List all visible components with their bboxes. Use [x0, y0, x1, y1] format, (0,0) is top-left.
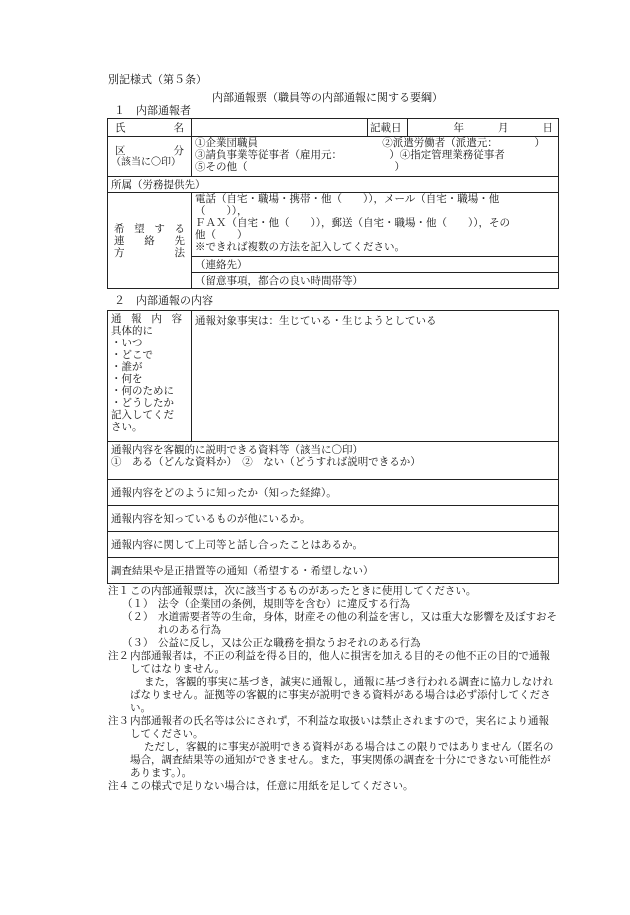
form-title: 内部通報票（職員等の内部通報に関する要綱）	[212, 91, 443, 104]
contact-address[interactable]: （連絡先）	[192, 257, 559, 273]
notification-field[interactable]: 調査結果や是正措置等の通知（希望する・希望しない）	[108, 558, 559, 584]
category-option-1[interactable]: ①企業団職員	[195, 137, 258, 149]
note-1-item-2: （２） 水道需要者等の生命，身体，財産その他の利益を害し，又は重大な影響を及ぼすおそれのある行為	[122, 611, 557, 636]
form-reference: 別記様式（第５条）	[108, 73, 207, 86]
date-field[interactable]: 年 月 日	[408, 119, 559, 137]
affiliation-row	[108, 177, 559, 193]
contact-notes[interactable]: （留意事項，都合の良い時間帯等）	[192, 273, 559, 289]
category-option-2[interactable]: ②派遣労働者（派遣元： ）	[382, 137, 545, 149]
contact-label: 希 望 す る 連 絡 先 方 法	[108, 193, 192, 289]
name-row	[108, 119, 559, 137]
consulted-field[interactable]: 通報内容に関して上司等と話し合ったことはあるか。	[108, 532, 559, 558]
contact-method-row	[108, 193, 559, 257]
report-fact-status: 通報対象事実は：生じている・生じようとしている	[195, 315, 437, 327]
notification-row	[108, 558, 559, 584]
how-known-row	[108, 480, 559, 506]
note-2-continued: また，客観的事実に基づき，誠実に通報し，通報に基づき行われる調査に協力しなければなりません。証拠等の客観的に事実が説明できる資料がある場合は必ず添付してください。	[130, 676, 554, 714]
note-1-item-1: （１） 法令（企業団の条例，規則等を含む）に違反する行為	[122, 598, 410, 610]
date-label: 記載日	[368, 119, 408, 137]
note-1: 注１ この内部通報票は，次に該当するものがあったときに使用してください。	[108, 585, 477, 597]
note-2: 注２ 内部通報者は，不正の利益を得る目的，他人に損害を加える目的その他不正の目的で通報してはなりません。	[108, 650, 550, 675]
note-3: 注３ 内部通報者の氏名等は公にされず，不利益な取扱いは禁止されますので，実名により通報してください。	[108, 715, 549, 740]
reporter-table	[107, 118, 559, 289]
note-1-item-3: （３） 公益に反し，又は公正な職務を損なうおそれのある行為	[122, 637, 421, 649]
category-option-3-4[interactable]: ③請負事業等従事者（雇用元： ）④指定管理業務従事者	[195, 149, 505, 161]
how-known-field[interactable]: 通報内容をどのように知ったか（知った経緯）。	[108, 480, 559, 506]
note-4: 注４ この様式で足りない場合は，任意に用紙を足してください。	[108, 780, 414, 792]
name-field[interactable]	[192, 119, 368, 137]
report-content-field[interactable]	[192, 311, 559, 442]
contact-methods[interactable]: 電話（自宅・職場・携帯・他（ ）），メール（自宅・職場・他 （ ））， ＦＡＸ（自宅・他（ ）），郵送（自宅・職場・他（ ）），その 他（ ） ※できれば複数の方法を記入してください。	[192, 193, 559, 257]
report-content-label: 通 報 内 容 具体的に ・いつ ・どこで ・誰が ・何を ・何のために ・どうしたか 記入してくだ さい。	[108, 311, 192, 442]
affiliation-label[interactable]: 所属（労務提供先）	[108, 177, 559, 193]
consulted-row	[108, 532, 559, 558]
category-options[interactable]	[192, 137, 559, 177]
evidence-field[interactable]: 通報内容を客観的に説明できる資料等（該当に〇印） ① ある（どんな資料か） ② ない（どうすれば説明できるか）	[108, 442, 559, 480]
others-know-row	[108, 506, 559, 532]
category-row	[108, 137, 559, 177]
note-3-continued: ただし，客観的に事実が説明できる資料がある場合はこの限りではありません（匿名の場合，調査結果等の通知ができません。また，事実関係の調査を十分にできない可能性があります。）。	[130, 741, 554, 779]
category-option-5[interactable]: ⑤その他（ ）	[195, 161, 405, 173]
notes-section	[108, 585, 558, 793]
others-know-field[interactable]: 通報内容を知っているものが他にいるか。	[108, 506, 559, 532]
category-label: 区 分 （該当に〇印）	[108, 137, 192, 177]
report-content-table	[107, 310, 559, 584]
report-content-row	[108, 311, 559, 442]
category-hint: （該当に〇印）	[111, 156, 181, 168]
name-label: 氏 名	[108, 119, 192, 137]
section2-heading: ２ 内部通報の内容	[114, 294, 213, 307]
section1-heading: １ 内部通報者	[114, 104, 191, 117]
evidence-row	[108, 442, 559, 480]
